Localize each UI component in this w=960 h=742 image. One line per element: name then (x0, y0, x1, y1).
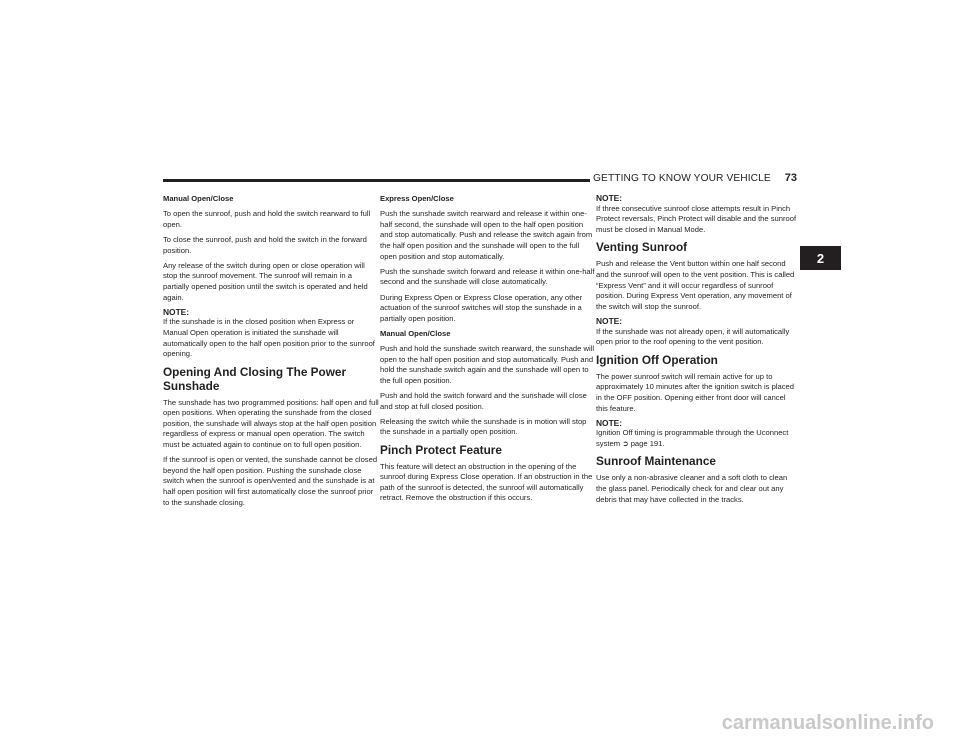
paragraph: To open the sunroof, push and hold the switch rearward to full open. (163, 209, 371, 229)
paragraph: Any release of the switch during open or close operation will stop the sunroof movement. The sunroof will remain in a partially opened position until the switch is operated and held again. (163, 260, 368, 302)
watermark: carmanualsonline.info (721, 712, 934, 734)
column-1 (163, 194, 379, 513)
note-text: If the sunshade was not already open, it will automatically open prior to the roof opening to the vent position. (596, 326, 790, 347)
page-reference-link[interactable]: page 191. (630, 438, 665, 448)
paragraph: The power sunroof switch will remain active for up to approximately 10 minutes after the ignition switch is placed in the OFF position. Opening either front door will cancel this feature. (596, 371, 794, 413)
paragraph: Push the sunshade switch rearward and release it within one-half second, the sunshade will open to the half open position and stop automatically. Push and release the switch again from the half open position and the sunshade will open to the full open position and stop automatically. (380, 209, 593, 261)
page-reference-arrow-icon: ➲ (622, 438, 629, 448)
column-2 (380, 194, 596, 509)
column-3 (596, 194, 798, 510)
paragraph: The sunshade has two programmed positions: half open and full open positions. When operating the sunshade from the closed position, the sunshade will always stop at the half open position regardless of express or manual open operation. The switch must be actuated again to continue on to full open position. (163, 397, 379, 450)
page-number: 73 (784, 172, 797, 184)
header-title: GETTING TO KNOW YOUR VEHICLE (593, 172, 771, 184)
subheading-manual-open-close: Manual Open/Close (380, 328, 451, 338)
note-text: If the sunshade is in the closed position when Express or Manual Open operation is initiated the sunshade will automatically open to the half open position prior to the sunroof opening. (163, 317, 375, 359)
paragraph: Releasing the switch while the sunshade is in motion will stop the sunshade in a partially open position. (380, 416, 587, 437)
paragraph: Push and hold the sunshade switch rearward, the sunshade will open to the half open position and stop automatically. Push and hold the sunshade switch again and the sunshade will open to the full open position. (380, 344, 595, 385)
subheading-manual-open-close: Manual Open/Close (163, 194, 234, 203)
chapter-tab: 2 (800, 246, 841, 270)
paragraph: Push and hold the switch forward and the sunshade will close and stop at full closed position. (380, 391, 587, 411)
note-label: NOTE: (596, 315, 623, 326)
paragraph: This feature will detect an obstruction in the opening of the sunroof during Express Close operation. If an obstruction in the path of the sunroof is detected, the sunroof will automatically retract. Remove the obstruction if this occurs. (380, 461, 593, 503)
paragraph: To close the sunroof, push and hold the switch in the forward position. (163, 234, 367, 255)
note-label: NOTE: (596, 193, 623, 203)
paragraph: During Express Open or Express Close operation, any other actuation of the sunroof switches will stop the sunshade in a partially open position. (380, 292, 583, 323)
subheading-express-open-close: Express Open/Close (380, 194, 454, 203)
heading-sunroof-maintenance: Sunroof Maintenance (596, 454, 716, 469)
paragraph: Use only a non-abrasive cleaner and a soft cloth to clean the glass panel. Periodically check for and clear out any debris that may have collected in the tracks. (596, 473, 788, 504)
note-text: If three consecutive sunroof close attempts result in Pinch Protect reversals, Pinch Protect will disable and the sunroof must be closed in Manual Mode. (596, 203, 797, 234)
note-text (596, 428, 798, 449)
paragraph: If the sunroof is open or vented, the sunshade cannot be closed beyond the half open position. Pushing the sunshade close switch when the sunroof is open/vented and the sunshade is at half open position will first automatically close the sunroof prior to the sunshade closing. (163, 455, 378, 507)
paragraph: Push the sunshade switch forward and release it within one-half second and the sunshade will close automatically. (380, 266, 595, 287)
heading-power-sunshade: Opening And Closing The Power Sunshade (163, 364, 347, 393)
heading-ignition-off: Ignition Off Operation (596, 352, 718, 367)
heading-venting-sunroof: Venting Sunroof (596, 240, 688, 255)
note-text-part: Ignition Off timing is programmable through the Uconnect system (596, 428, 789, 448)
running-header (590, 170, 797, 186)
note-label: NOTE: (163, 306, 190, 317)
note-label: NOTE: (596, 417, 623, 428)
heading-pinch-protect: Pinch Protect Feature (380, 442, 502, 457)
paragraph: Push and release the Vent button within one half second and the sunroof will open to the vent position. This is called “Express Vent” and it will occur regardless of sunroof position. During Express Vent operation, any movement of the switch will stop the sunroof. (596, 259, 795, 311)
